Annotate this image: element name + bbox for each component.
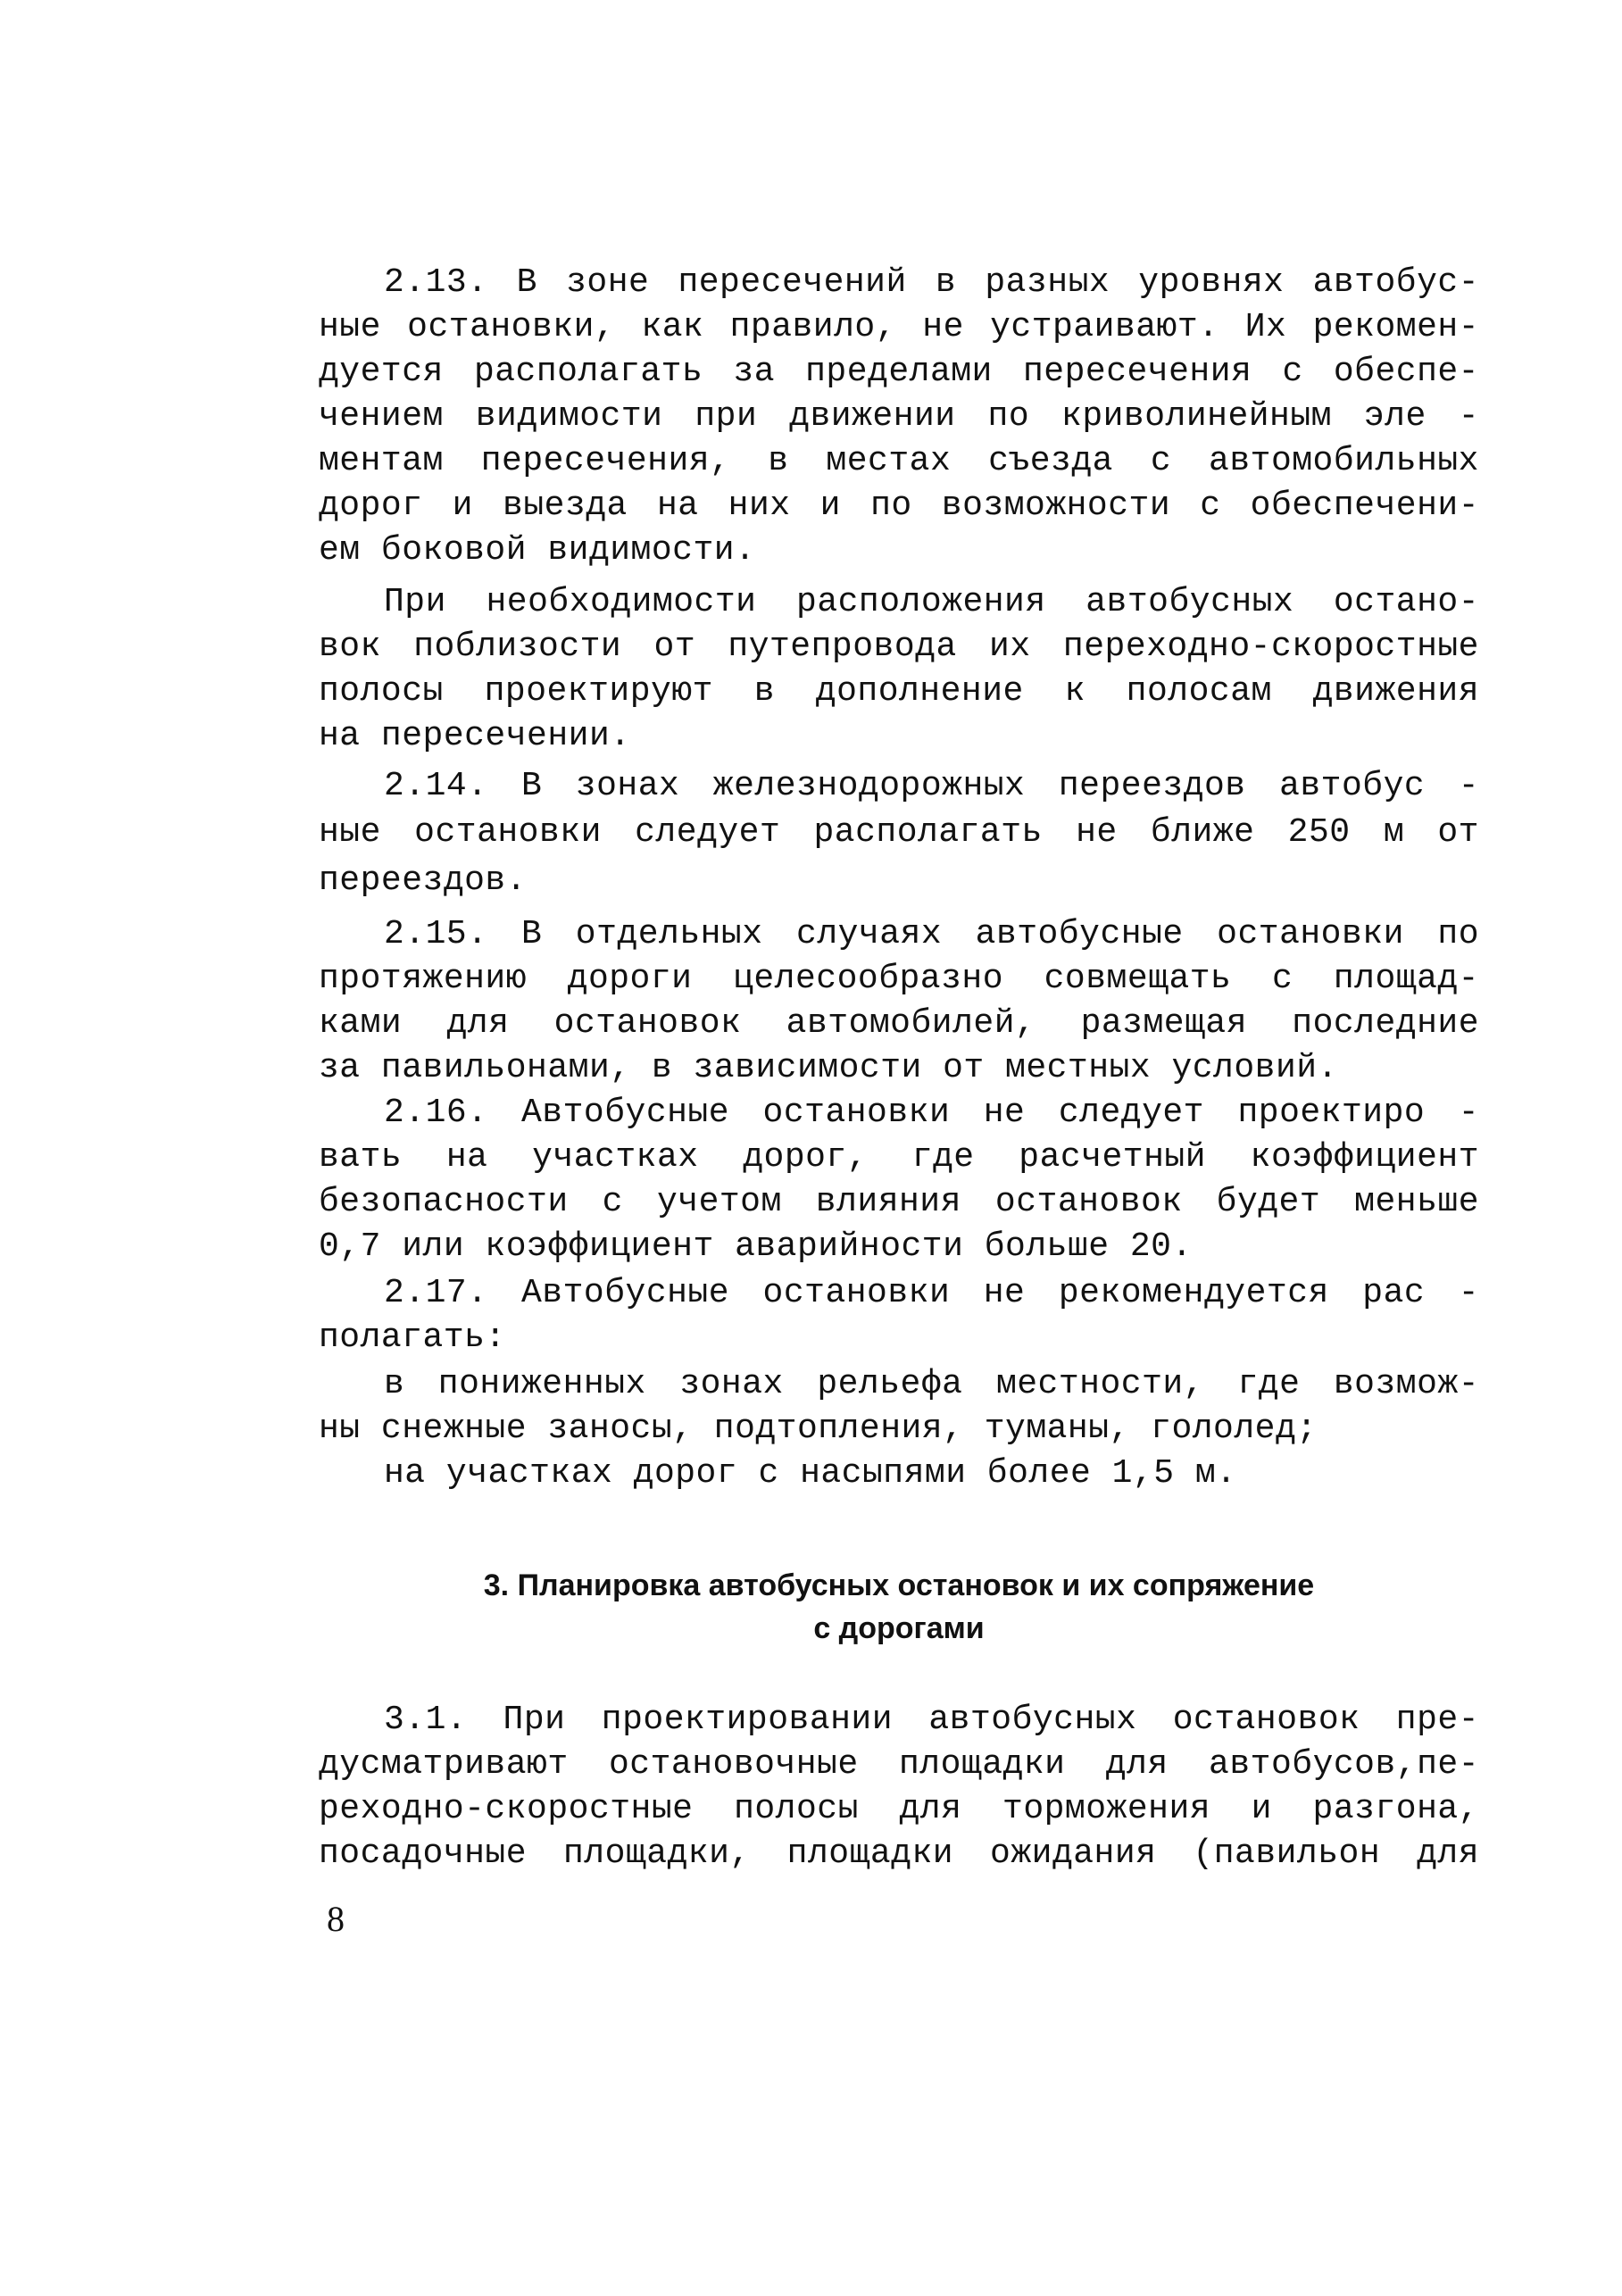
paragraph-2-15-line-1: 2.15. В отдельных случаях автобусные остановки по (384, 915, 1479, 953)
paragraph-2-14-line-1: 2.14. В зонах железнодорожных переездов автобус - (384, 767, 1479, 805)
page-number: 8 (327, 1899, 345, 1939)
paragraph-2-13-line-5: ментам пересечения, в местах съезда с автомобильных (319, 442, 1479, 480)
paragraph-2-16-line-1: 2.16. Автобусные остановки не следует проектиро - (384, 1094, 1479, 1132)
paragraph-2-13b-line-4: на пересечении. (319, 717, 631, 755)
paragraph-2-13-line-1: 2.13. В зоне пересечений в разных уровнях автобус- (384, 263, 1479, 302)
paragraph-2-13-line-6: дорог и выезда на них и по возможности с обеспечени- (319, 487, 1479, 525)
paragraph-2-13-line-7: ем боковой видимости. (319, 531, 756, 570)
paragraph-2-16-line-2: вать на участках дорог, где расчетный коэффициент (319, 1138, 1479, 1177)
paragraph-3-1-line-3: реходно-скоростные полосы для торможения и разгона, (319, 1790, 1479, 1828)
paragraph-2-13b-line-2: вок поблизости от путепровода их переходно-скоростные (319, 628, 1479, 666)
paragraph-2-14-line-3: переездов. (319, 861, 528, 900)
paragraph-2-13-line-2: ные остановки, как правило, не устраивают. Их рекомен- (319, 308, 1479, 346)
paragraph-2-16-line-4: 0,7 или коэффициент аварийности больше 20. (319, 1227, 1193, 1266)
paragraph-2-16-line-3: безопасности с учетом влияния остановок будет меньше (319, 1183, 1479, 1221)
paragraph-2-17-line-2: полагать: (319, 1319, 506, 1357)
paragraph-2-13b-line-1: При необходимости расположения автобусных остано- (384, 583, 1479, 621)
paragraph-2-14-line-2: ные остановки следует располагать не ближе 250 м от (319, 813, 1479, 852)
paragraph-2-15-line-3: ками для остановок автомобилей, размещая последние (319, 1004, 1479, 1043)
paragraph-2-15-line-4: за павильонами, в зависимости от местных условий. (319, 1049, 1338, 1087)
section-heading-line-1: 3. Планировка автобусных остановок и их сопряжение (483, 1568, 1315, 1602)
paragraph-2-15-line-2: протяжению дороги целесообразно совмещать с площад- (319, 960, 1479, 998)
paragraph-2-13-line-4: чением видимости при движении по криволинейным эле - (319, 397, 1479, 436)
section-heading-line-2: с дорогами (813, 1611, 985, 1645)
paragraph-2-17a-line-1: в пониженных зонах рельефа местности, где возмож- (384, 1365, 1479, 1403)
paragraph-2-17a-line-2: ны снежные заносы, подтопления, туманы, гололед; (319, 1410, 1318, 1448)
paragraph-2-17-line-1: 2.17. Автобусные остановки не рекомендуется рас - (384, 1274, 1479, 1312)
paragraph-3-1-line-4: посадочные площадки, площадки ожидания (павильон для (319, 1834, 1479, 1873)
paragraph-2-13b-line-3: полосы проектируют в дополнение к полосам движения (319, 672, 1479, 711)
paragraph-3-1-line-1: 3.1. При проектировании автобусных остановок пре- (384, 1701, 1479, 1739)
paragraph-2-13-line-3: дуется располагать за пределами пересечения с обеспе- (319, 353, 1479, 391)
paragraph-3-1-line-2: дусматривают остановочные площадки для автобусов,пе- (319, 1745, 1479, 1784)
paragraph-2-17b-line-1: на участках дорог с насыпями более 1,5 м. (384, 1454, 1237, 1493)
